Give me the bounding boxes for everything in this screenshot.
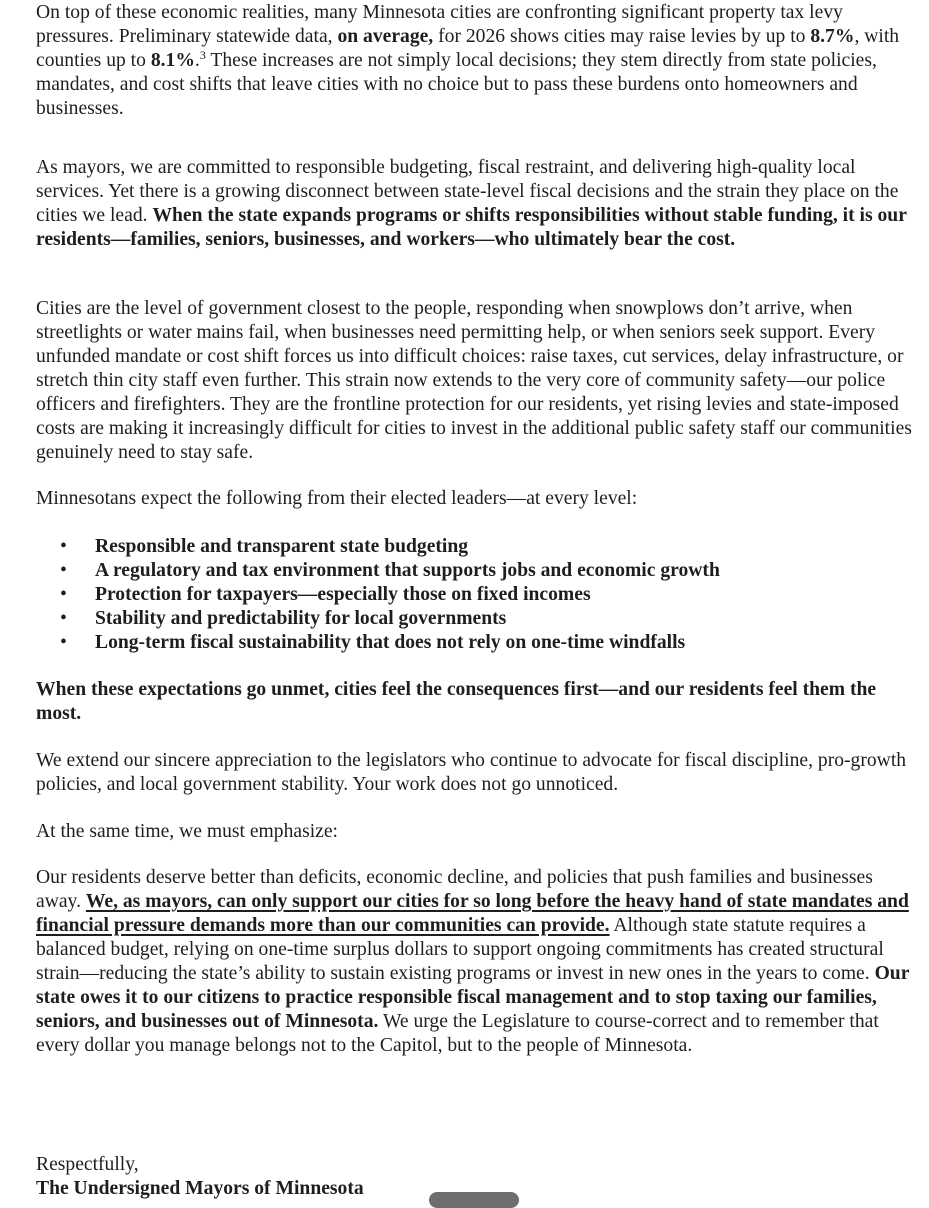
text: Our residents deserve better than deficits, economic decline, and policies that push families and businesses away.	[36, 867, 873, 912]
closing-salutation: Respectfully,	[36, 1154, 139, 1175]
text: We urge the Legislature to course-correct and to remember that every dollar you manage belongs not to the Capitol, but to the people of Minnesota.	[36, 1011, 879, 1056]
bold-text: Our state owes it to our citizens to practice responsible fiscal management and to stop taxing our families, seniors, and businesses out of Minnesota.	[36, 963, 910, 1032]
text: On top of these economic realities, many Minnesota cities are confronting significant property tax levy pressures. Preliminary statewide data,	[36, 2, 843, 47]
text: As mayors, we are committed to responsible budgeting, fiscal restraint, and delivering high-quality local services. Yet there is a growing disconnect between state-level fiscal decisions and the strain they place on the cities we lead.	[36, 157, 899, 226]
signature-line: The Undersigned Mayors of Minnesota	[36, 1178, 364, 1199]
bold-text: When the state expands programs or shifts responsibilities without stable funding, it is our residents—families, seniors, businesses, and workers—who ultimately bear the cost.	[36, 205, 907, 250]
paragraph-residents-deserve	[36, 866, 914, 1058]
text: .	[194, 50, 200, 71]
home-indicator[interactable]	[429, 1192, 519, 1208]
underlined-bold-text: We, as mayors, can only support our cities for so long before the heavy hand of state mandates and financial pressure demands more than our communities can provide.	[36, 891, 909, 936]
list-item: • Stability and predictability for local governments	[36, 607, 916, 631]
list-item: • Responsible and transparent state budgeting	[36, 535, 916, 559]
list-item: • Long-term fiscal sustainability that does not rely on one-time windfalls	[36, 631, 916, 655]
text: These increases are not simply local decisions; they stem directly from state policies, mandates, and cost shifts that leave cities with no choice but to pass these burdens onto homeowners and businesses.	[36, 50, 877, 119]
text: , with counties up to	[36, 26, 900, 71]
county-levy-percent: 8.1%	[150, 50, 195, 71]
paragraph-expectations-intro: Minnesotans expect the following from their elected leaders—at every level:	[36, 488, 638, 509]
footnote-marker: 3	[199, 48, 206, 62]
text: Although state statute requires a balanced budget, relying on one-time surplus dollars to support ongoing commitments has created structural strain—reducing the state’s ability to sustain existing programs or invest in new ones in the years to come.	[36, 915, 884, 984]
paragraph-cities-closest: Cities are the level of government closest to the people, responding when snowplows don’t arrive, when streetlights or water mains fail, when businesses need permitting help, or when seniors seek support. Every unfunded mandate or cost shift forces us into difficult choices: raise taxes, cut services, delay infrastructure, or stretch thin city staff even further. This strain now extends to the very core of community safety—our police officers and firefighters. They are the frontline protection for our residents, yet rising levies and state-imposed costs are making it increasingly difficult for cities to invest in the additional public safety staff our communities genuinely need to stay safe.	[36, 298, 912, 463]
paragraph-mayors-commitment	[36, 156, 914, 252]
list-item: • A regulatory and tax environment that supports jobs and economic growth	[36, 559, 916, 583]
bold-text: on average,	[337, 26, 434, 47]
paragraph-appreciation: We extend our sincere appreciation to the legislators who continue to advocate for fiscal discipline, pro-growth policies, and local government stability. Your work does not go unnoticed.	[36, 750, 907, 795]
expectations-list	[36, 535, 916, 655]
list-item: • Protection for taxpayers—especially those on fixed incomes	[36, 583, 916, 607]
paragraph-consequences: When these expectations go unmet, cities feel the consequences first—and our residents feel them the most.	[36, 679, 877, 724]
paragraph-emphasize: At the same time, we must emphasize:	[36, 821, 338, 842]
paragraph-levy-pressures	[36, 1, 914, 121]
text: for 2026 shows cities may raise levies by up to	[433, 26, 811, 47]
city-levy-percent: 8.7%	[810, 26, 855, 47]
